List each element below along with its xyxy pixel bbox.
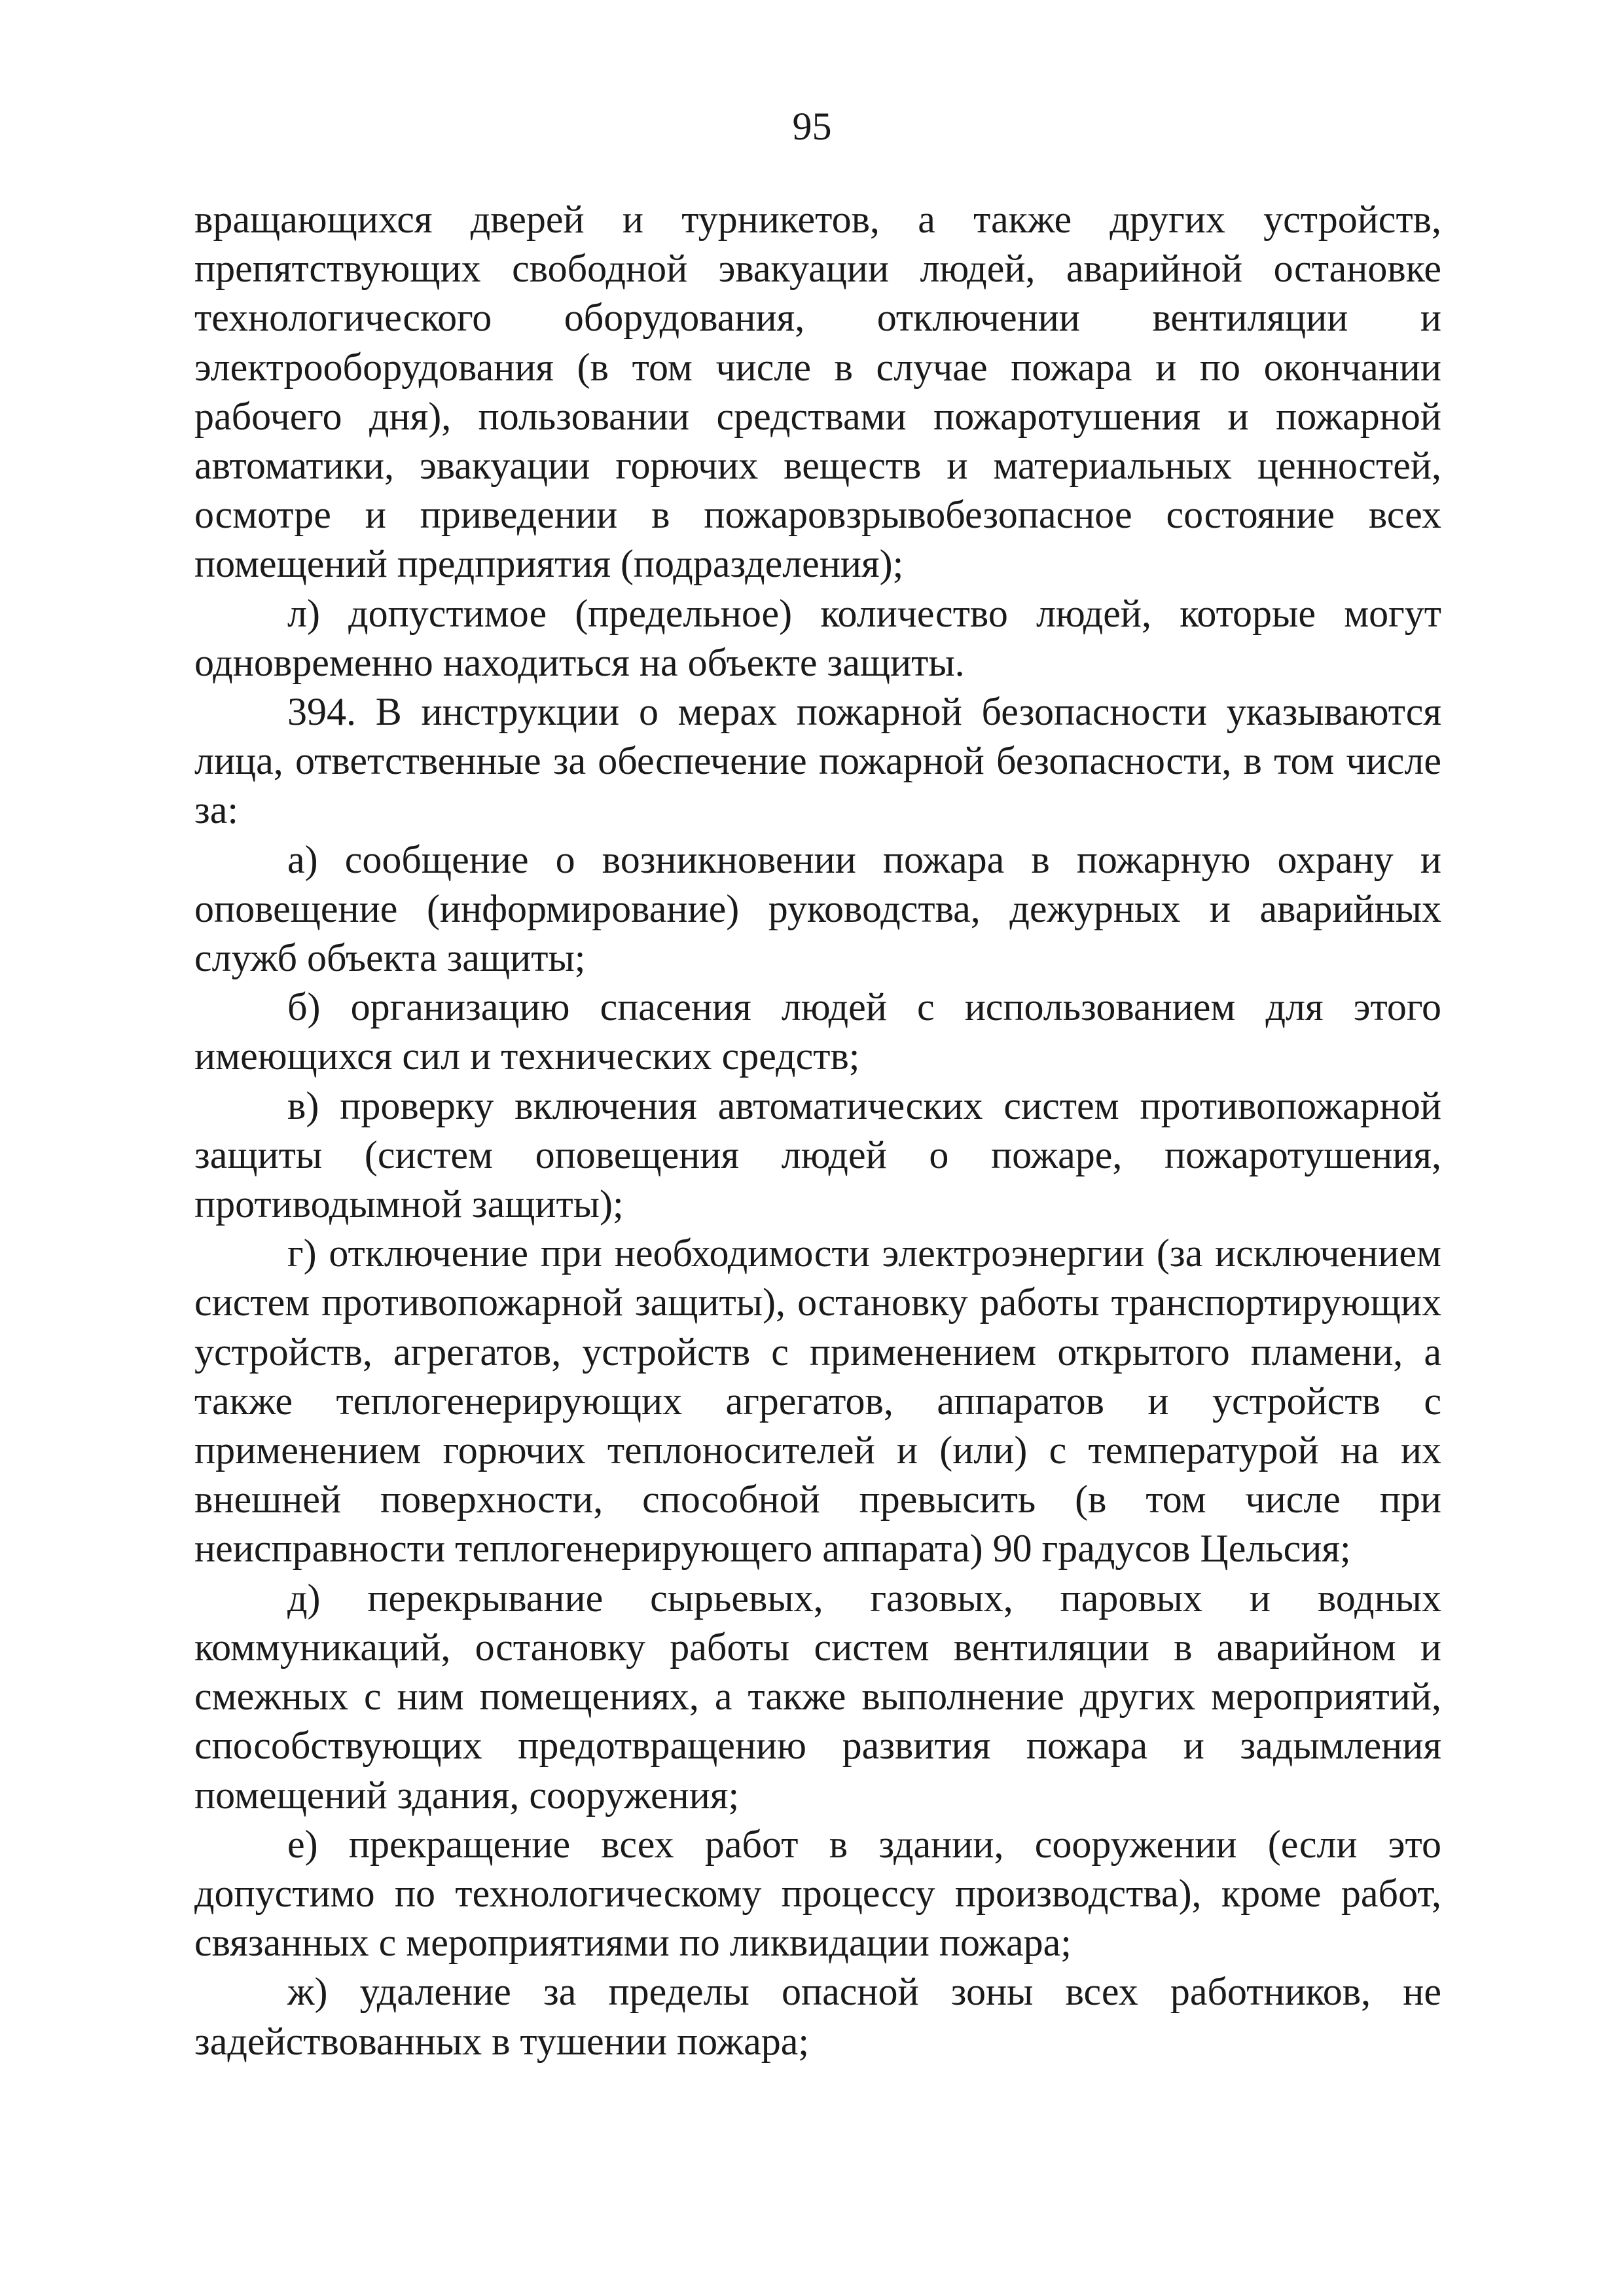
document-body (194, 195, 1441, 2066)
paragraph-item-l: л) допустимое (предельное) количество людей, которые могут одновременно находиться на объекте защиты. (194, 591, 1441, 684)
paragraph-item-b: б) организацию спасения людей с использованием для этого имеющихся сил и технических средств; (194, 985, 1441, 1078)
paragraph-item-e: е) прекращение всех работ в здании, сооружении (если это допустимо по технологическому процессу производства), кроме работ, связанных с мероприятиями по ликвидации пожара; (194, 1822, 1441, 1965)
paragraph-item-zh: ж) удаление за пределы опасной зоны всех работников, не задействованных в тушении пожара; (194, 1970, 1441, 2063)
paragraph-item-v: в) проверку включения автоматических систем противопожарной защиты (систем оповещения людей о пожаре, пожаротушения, противодымной защиты); (194, 1084, 1441, 1226)
paragraph-item-g: г) отключение при необходимости электроэнергии (за исключением систем противопожарной защиты), остановку работы транспортирующих устройств, агрегатов, устройств с применением открытого пламени, а также теплогенерирующих агрегатов, аппаратов и устройств с применением горючих теплоносителей и (или) с температурой на их внешней поверхности, способной превысить (в том числе при неисправности теплогенерирующего аппарата) 90 градусов Цельсия; (194, 1231, 1441, 1571)
paragraph-continuation: вращающихся дверей и турникетов, а также других устройств, препятствующих свободной эвакуации людей, аварийной остановке технологического оборудования, отключении вентиляции и электрооборудования (в том числе в случае пожара и по окончании рабочего дня), пользовании средствами пожаротушения и пожарной автоматики, эвакуации горючих веществ и материальных ценностей, осмотре и приведении в пожаровзрывобезопасное состояние всех помещений предприятия (подразделения); (194, 198, 1441, 586)
paragraph-clause-394: 394. В инструкции о мерах пожарной безопасности указываются лица, ответственные за обеспечение пожарной безопасности, в том числе за: (194, 690, 1441, 832)
page-number: 95 (792, 105, 832, 148)
paragraph-item-d: д) перекрывание сырьевых, газовых, паровых и водных коммуникаций, остановку работы систем вентиляции в аварийном и смежных с ним помещениях, а также выполнение других мероприятий, способствующих предотвращению развития пожара и задымления помещений здания, сооружения; (194, 1576, 1441, 1817)
paragraph-item-a: а) сообщение о возникновении пожара в пожарную охрану и оповещение (информирование) руководства, дежурных и аварийных служб объекта защиты; (194, 837, 1441, 980)
